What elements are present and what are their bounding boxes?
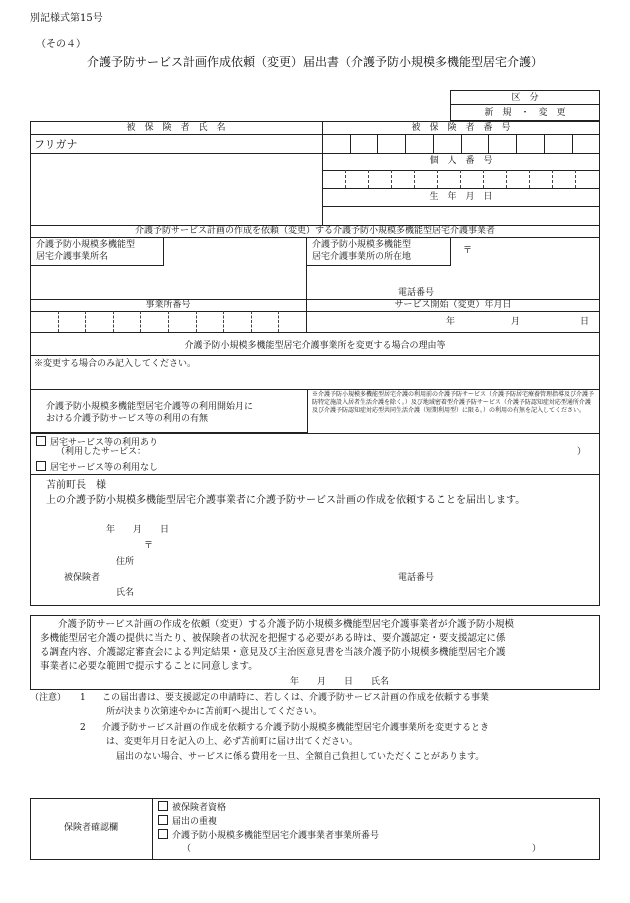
declaration-address-field[interactable] (140, 554, 440, 568)
declaration-insured-label: 被保険者 (64, 573, 101, 583)
change-section-title: 介護予防小規模多機能型居宅介護事業所を変更する場合の理由等 (184, 341, 446, 351)
confirm-item-3-label: 介護予防小規模多機能型居宅介護事業者事業所番号 (172, 831, 380, 841)
insured-number-label: 被 保 険 者 番 号 (411, 123, 511, 133)
provider-section-title: 介護予防サービス計画の作成を依頼（変更）する介護予防小規模多機能型居宅介護事業者 (134, 226, 495, 236)
provider-name-label-1: 介護予防小規模多機能型 (36, 240, 136, 250)
start-year-label: 年 (446, 317, 456, 327)
category-value[interactable]: 新 規 ・ 変 更 (484, 108, 566, 118)
checkbox-usage-yes[interactable] (36, 436, 46, 446)
usage-option-no-label: 居宅サービス等の利用なし (50, 463, 159, 473)
start-day-label: 日 (580, 317, 590, 327)
declaration-name-field[interactable] (140, 585, 340, 599)
note-1-number: 1 (80, 693, 86, 703)
personal-number-field[interactable] (322, 170, 600, 188)
confirm-paren-close: ） (532, 844, 542, 854)
provider-phone-label: 電話番号 (398, 288, 435, 298)
confirm-item-3[interactable] (158, 829, 379, 841)
usage-note: ※介護予防小規模多機能型居宅介護の利用前の介護予防サービス（介護予防居宅療養管理指導及び介護予防特定施設入居者生活介護を除く。）及び地域密着型介護予防サービス（介護予防認知症対応型通所介護及び介護予防認知症対応型共同生活介護（短期利用型）に限る。）の利用の有無を記入してください。 (312, 391, 595, 415)
note-2-line-b: は、変更年月日を記入の上、必ず苫前町に届け出てください。 (106, 737, 359, 747)
furigana-label: フリガナ (34, 138, 78, 151)
note-1-line-b: 所が決まり次第速やかに苫前町へ提出してください。 (106, 707, 323, 717)
insured-name-label: 被 保 険 者 氏 名 (126, 123, 226, 133)
checkbox-office-number[interactable] (158, 829, 168, 839)
consent-line-4: 事業者に必要な範囲で提示することに同意します。 (40, 661, 258, 672)
form-number: 別記様式第15号 (30, 13, 103, 24)
usage-label-2: おける介護予防サービス等の利用の有無 (46, 414, 209, 424)
checkbox-duplicate[interactable] (158, 815, 168, 825)
page-title: 介護予防サービス計画作成依頼（変更）届出書（介護予防小規模多機能型居宅介護） (86, 55, 543, 69)
provider-name-label-2: 居宅介護事業所名 (36, 252, 109, 262)
checkbox-insured-status[interactable] (158, 801, 168, 811)
used-service-label: （利用したサービス： (56, 447, 147, 457)
consent-sign-line[interactable]: 年 月 日 氏名 (290, 677, 390, 687)
used-service-close: ） (577, 447, 587, 457)
consent-line-3: る調査内容、介護認定審査会による判定結果・意見及び主治医意見書を当該介護予防小規模多機能型居宅介護 (40, 647, 506, 658)
category-label: 区 分 (511, 93, 539, 103)
birth-date-label: 生 年 月 日 (429, 192, 493, 202)
usage-label-1: 介護予防小規模多機能型居宅介護等の利用開始月に (46, 402, 254, 412)
checkbox-usage-no[interactable] (36, 461, 46, 471)
declaration-statement: 上の介護予防小規模多機能型居宅介護事業者に介護予防サービス計画の作成を依頼することを届出します。 (46, 495, 526, 506)
personal-number-label: 個 人 番 号 (429, 156, 493, 166)
provider-name-field[interactable] (30, 266, 306, 299)
note-1-line-a: この届出書は、要支援認定の申請時に、若しくは、介護予防サービス計画の作成を依頼する事業 (102, 693, 490, 703)
change-note: ※変更する場合のみ記入してください。 (34, 359, 197, 369)
office-number-label: 事業所番号 (145, 300, 191, 310)
note-2-number: 2 (80, 723, 86, 733)
provider-postal-mark: 〒 (463, 246, 473, 256)
provider-address-label-1: 介護予防小規模多機能型 (312, 240, 412, 250)
confirm-item-1[interactable] (158, 801, 226, 813)
confirm-paren-open: （ (182, 844, 192, 854)
insured-name-field[interactable] (30, 153, 322, 225)
start-month-label: 月 (511, 317, 521, 327)
declaration-postal-mark: 〒 (144, 541, 154, 551)
change-reason-field[interactable] (30, 370, 600, 389)
insurer-confirmation-label: 保険者確認欄 (63, 823, 118, 833)
declaration-address-label: 住所 (116, 557, 135, 567)
usage-option-yes-label: 居宅サービス等の利用あり (50, 438, 159, 448)
birth-date-field[interactable] (322, 206, 600, 225)
consent-line-1: 介護予防サービス計画の作成を依頼（変更）する介護予防小規模多機能型居宅介護事業者が介護予防小規模 (58, 619, 515, 630)
confirm-item-2-label: 届出の重複 (172, 817, 218, 827)
note-2-line-a: 介護予防サービス計画の作成を依頼する介護予防小規模多機能型居宅介護事業所を変更するとき (102, 723, 490, 733)
provider-address-label-2: 居宅介護事業所の所在地 (312, 252, 412, 262)
form-part: （その４） (36, 39, 86, 50)
consent-line-2: 多機能型居宅介護の提供に当たり、被保険者の状況を把握する必要がある時は、要介護認定・要支援認定に係 (40, 633, 506, 644)
addressee: 苫前町長 様 (46, 480, 106, 491)
confirm-office-number-field[interactable] (196, 842, 526, 855)
declaration-phone-label: 電話番号 (398, 573, 435, 583)
confirm-item-2[interactable] (158, 815, 217, 827)
declaration-name-label: 氏名 (116, 588, 135, 598)
declaration-phone-field[interactable] (440, 570, 590, 584)
confirm-item-1-label: 被保険者資格 (172, 803, 227, 813)
note-2-line-c: 届出のない場合、サービスに係る費用を一旦、全額自己負担していただくことがあります。 (116, 752, 485, 762)
notes-label: （注意） (30, 693, 67, 703)
usage-option-no[interactable] (36, 461, 158, 473)
declaration-date[interactable]: 年 月 日 (106, 525, 170, 535)
used-service-field[interactable] (160, 446, 570, 458)
service-start-label: サービス開始（変更）年月日 (394, 300, 512, 310)
provider-address-field[interactable] (451, 237, 600, 287)
